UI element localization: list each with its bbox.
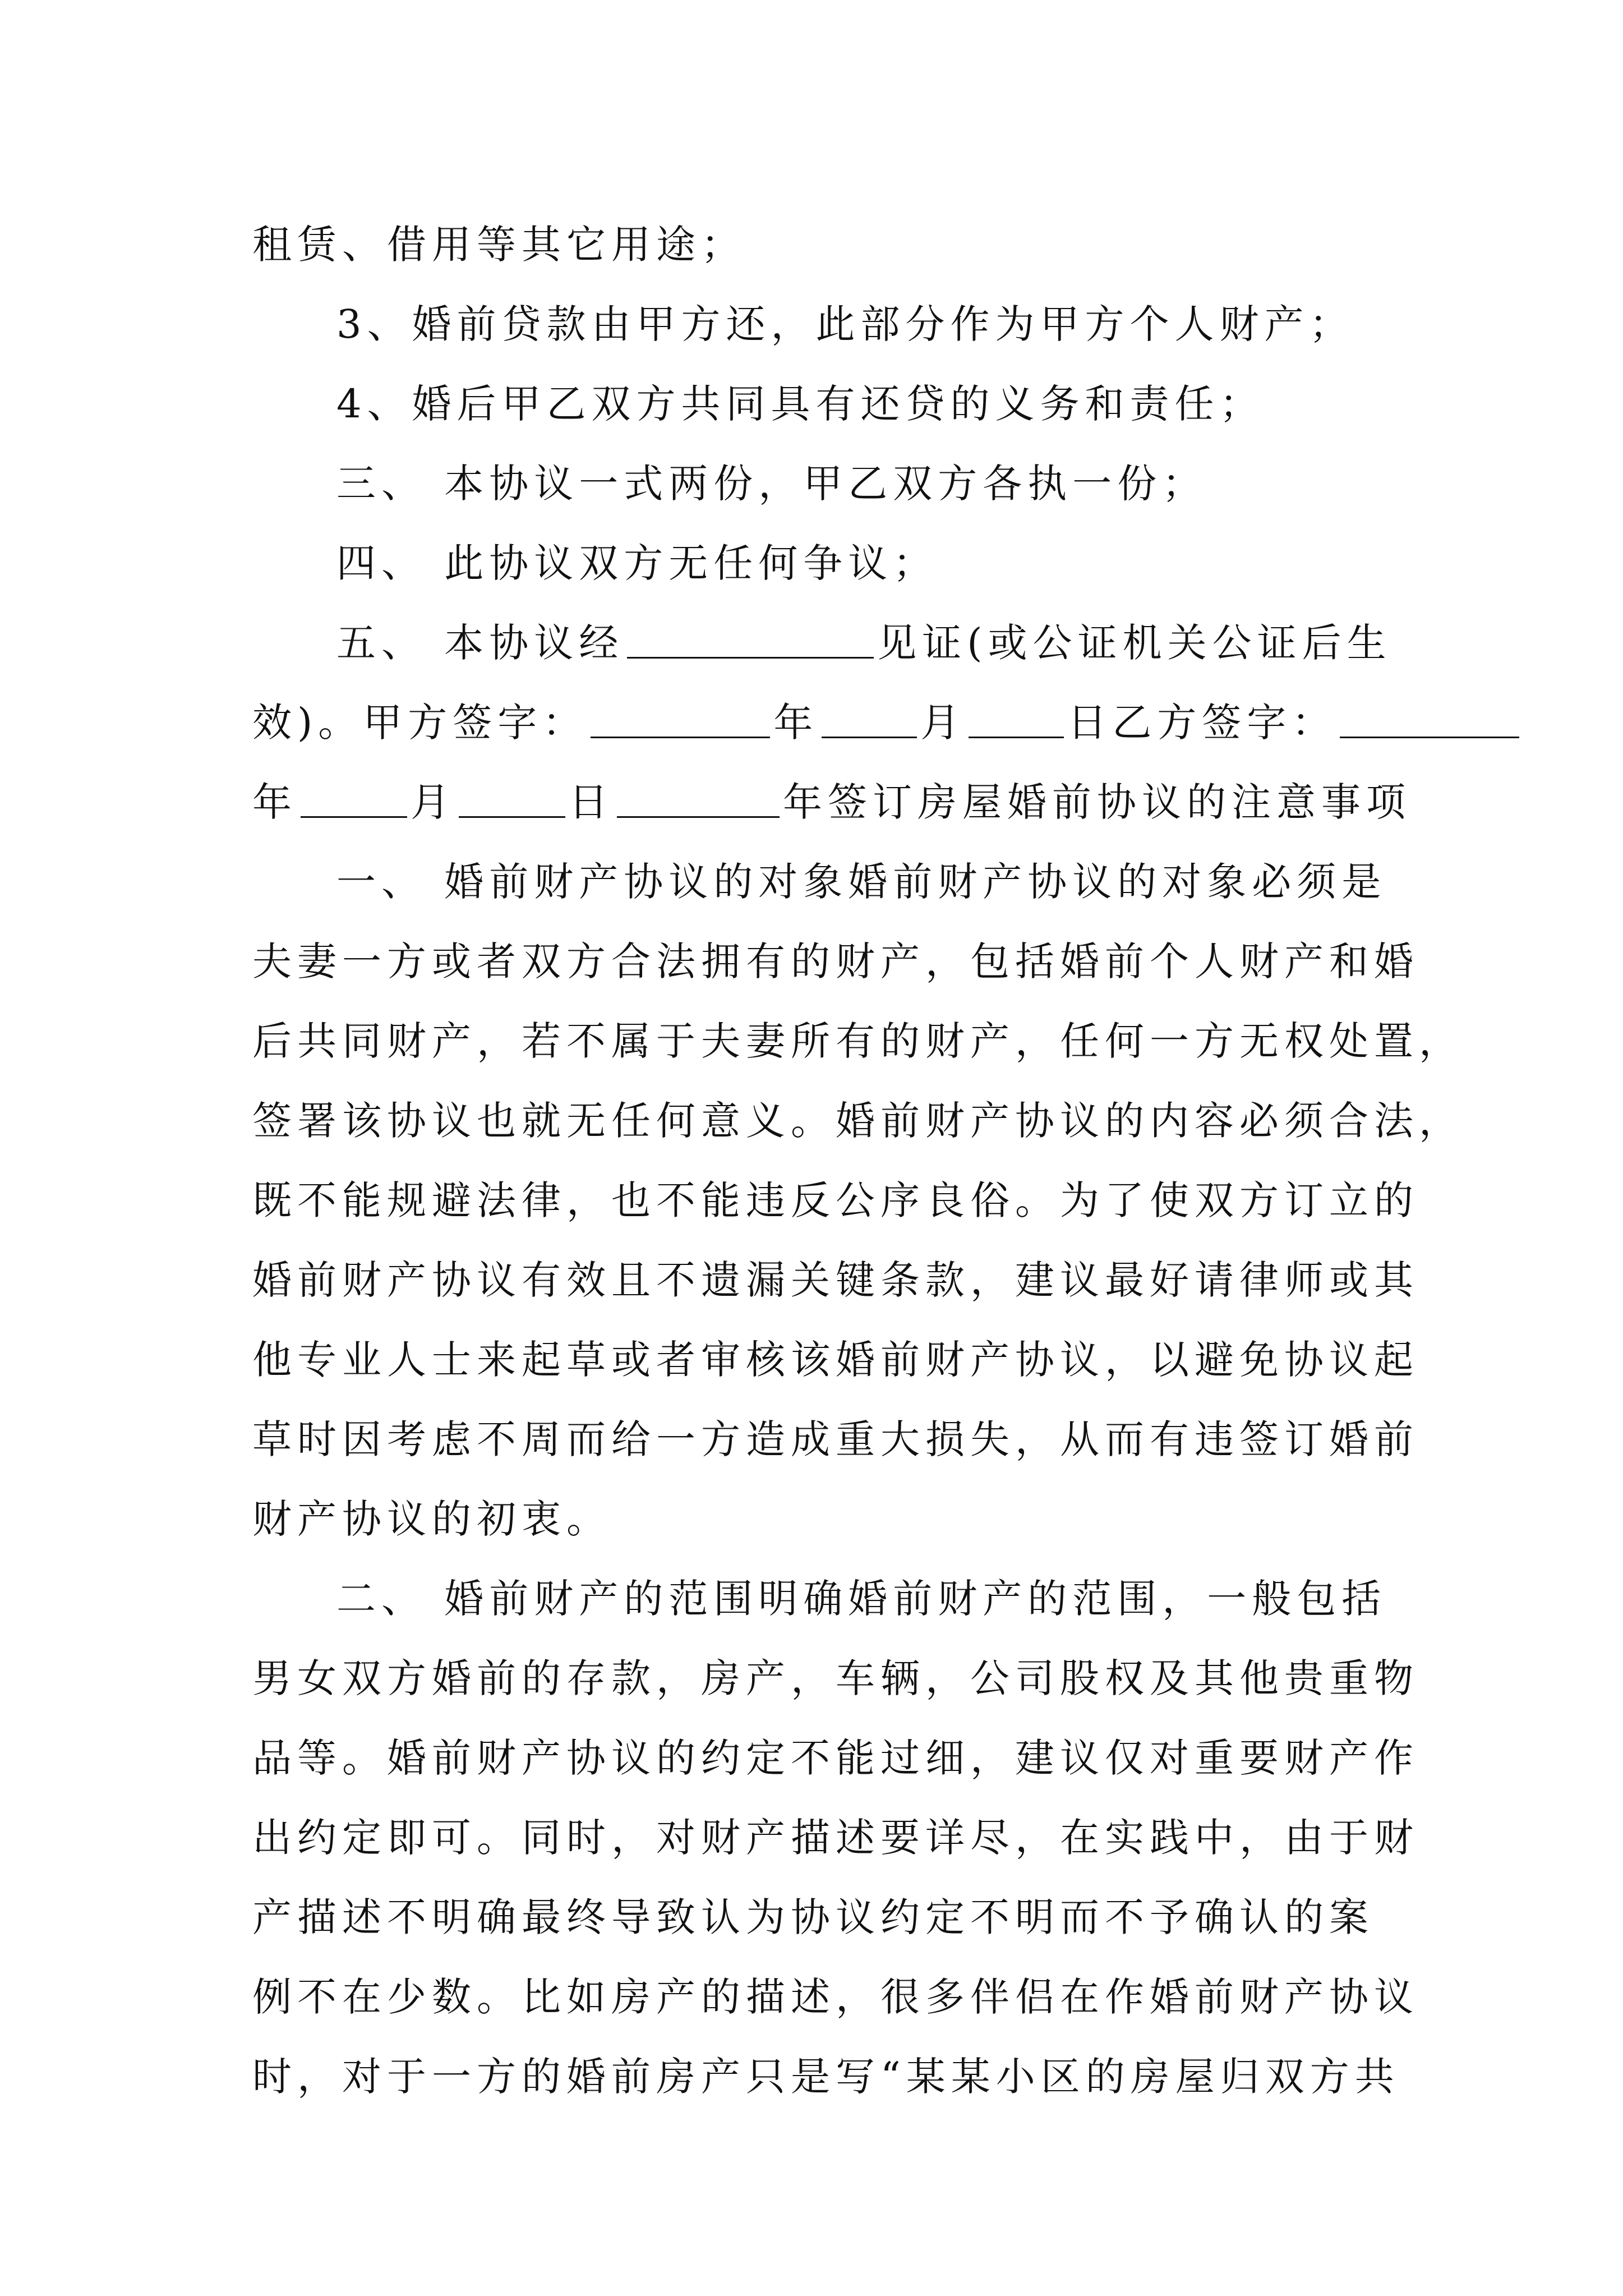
- clause-5-prefix: 五、 本协议经: [336, 620, 624, 666]
- section-1-line: 婚前财产协议有效且不遗漏关键条款，建议最好请律师或其: [252, 1257, 1419, 1303]
- section-1-line: 他专业人士来起草或者审核该婚前财产协议，以避免协议起: [252, 1337, 1419, 1383]
- month-blank[interactable]: [301, 781, 407, 818]
- section-2-line: 品等。婚前财产协议的约定不能过细，建议仅对重要财产作: [252, 1735, 1419, 1781]
- section-2-line: 男女双方婚前的存款，房产，车辆，公司股权及其他贵重物: [252, 1655, 1419, 1701]
- month-blank[interactable]: [822, 702, 917, 738]
- section-1-line: 夫妻一方或者双方合法拥有的财产，包括婚前个人财产和婚: [252, 938, 1419, 984]
- section-1-line: 签署该协议也就无任何意义。婚前财产协议的内容必须合法，: [252, 1098, 1464, 1144]
- clause-5-suffix: 见证(或公证机关公证后生: [877, 620, 1392, 666]
- section-1-line: 后共同财产，若不属于夫妻所有的财产，任何一方无权处置，: [252, 1018, 1464, 1064]
- witness-blank[interactable]: [627, 622, 874, 659]
- section-1-line: 草时因考虑不周而给一方造成重大损失，从而有违签订婚前: [252, 1416, 1419, 1462]
- year-blank[interactable]: [617, 781, 780, 818]
- text-line: 四、 此协议双方无任何争议；: [336, 540, 938, 586]
- month-label: 月: [920, 700, 966, 746]
- signature-line: [252, 683, 1391, 762]
- section-2-line: 时，对于一方的婚前房产只是写“某某小区的房屋归双方共: [252, 2054, 1400, 2100]
- section-2-line: 例不在少数。比如房产的描述，很多伴侣在作婚前财产协议: [252, 1974, 1419, 2020]
- section-2-line: 产描述不明确最终导致认为协议约定不明而不予确认的案: [252, 1894, 1374, 1940]
- day-label: 日: [569, 779, 614, 825]
- text-line: 3、婚前贷款由甲方还，此部分作为甲方个人财产；: [336, 301, 1354, 347]
- section-1-line: 财产协议的初衷。: [252, 1496, 611, 1542]
- party-b-signature-blank[interactable]: [1340, 702, 1519, 738]
- text-line: 三、 本协议一式两份，甲乙双方各执一份；: [336, 461, 1207, 507]
- party-a-signature-label: 效)。甲方签字：: [252, 700, 588, 746]
- day-blank[interactable]: [459, 781, 565, 818]
- section-2-line: 二、 婚前财产的范围明确婚前财产的范围，一般包括: [336, 1576, 1387, 1622]
- date-line: [252, 762, 1411, 842]
- party-b-signature-label: 日乙方签字：: [1067, 700, 1337, 746]
- month-label: 月: [411, 779, 455, 825]
- year-label: 年: [252, 779, 297, 825]
- section-heading: 年签订房屋婚前协议的注意事项: [783, 779, 1411, 825]
- text-line: 4、婚后甲乙双方共同具有还贷的义务和责任；: [336, 381, 1265, 427]
- day-blank[interactable]: [969, 702, 1064, 738]
- section-2-line: 出约定即可。同时，对财产描述要详尽，在实践中，由于财: [252, 1815, 1419, 1861]
- document-page: [252, 205, 1464, 2116]
- section-1-line: 一、 婚前财产协议的对象婚前财产协议的对象必须是: [336, 859, 1387, 905]
- year-label: 年: [773, 700, 819, 746]
- section-1-line: 既不能规避法律，也不能违反公序良俗。为了使双方订立的: [252, 1177, 1419, 1223]
- clause-5-line: [252, 603, 1391, 683]
- text-line: 租赁、借用等其它用途；: [252, 222, 746, 268]
- party-a-signature-blank[interactable]: [591, 702, 770, 738]
